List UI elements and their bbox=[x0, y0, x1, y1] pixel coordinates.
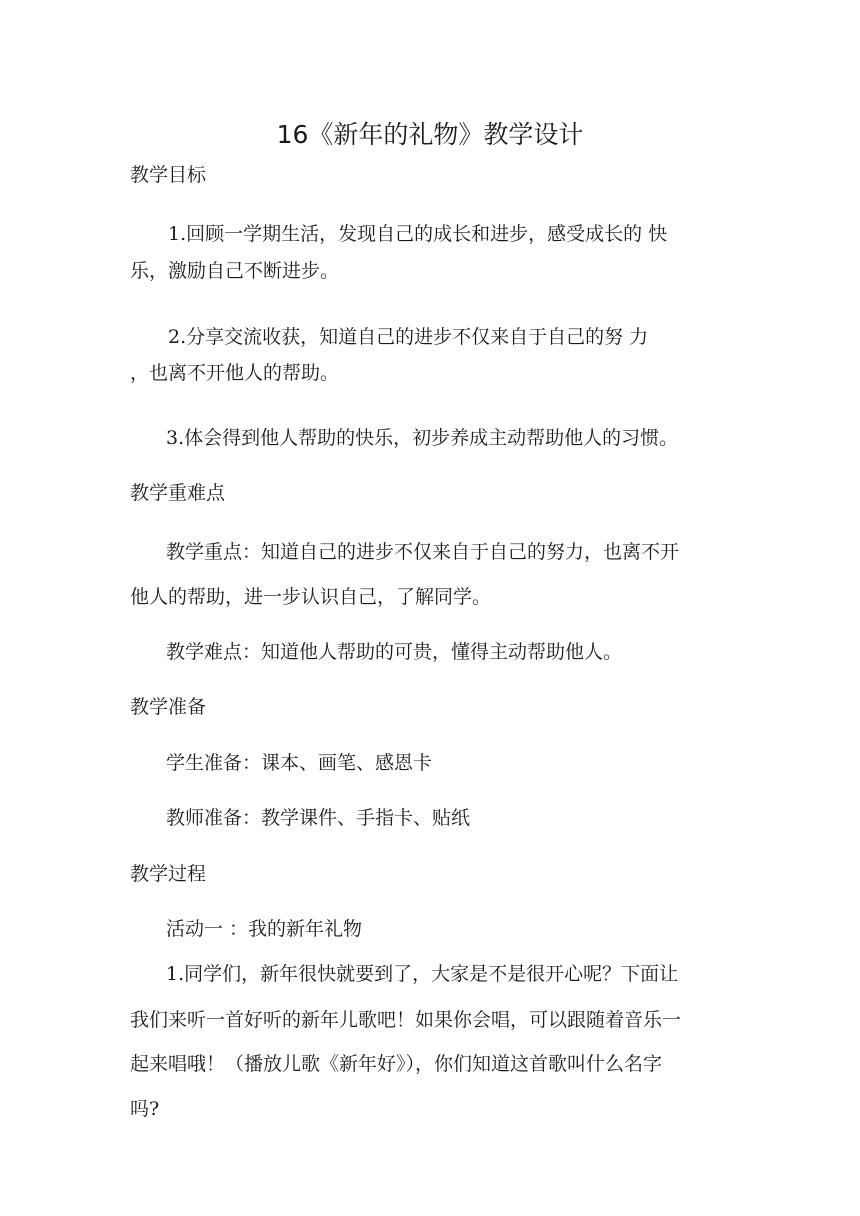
preparation-line: 学生准备：课本、画笔、感恩卡 bbox=[166, 752, 433, 774]
key-point-line: 他人的帮助，进一步认识自己，了解同学。 bbox=[130, 586, 492, 608]
objective-line: 乐，激励自己不断进步。 bbox=[130, 260, 340, 282]
section-heading-preparation: 教学准备 bbox=[130, 696, 207, 718]
objective-line: ，也离不开他人的帮助。 bbox=[130, 362, 340, 384]
activity-title: 活动一 ：我的新年礼物 bbox=[166, 918, 363, 940]
document-title: 16《新年的礼物》教学设计 bbox=[276, 120, 584, 149]
section-heading-process: 教学过程 bbox=[130, 863, 207, 885]
objective-line: 1.回顾一学期生活，发现自己的成长和进步，感受成长的 快 bbox=[168, 223, 668, 245]
objective-line: 3.体会得到他人帮助的快乐，初步养成主动帮助他人的习惯。 bbox=[166, 427, 679, 449]
preparation-line: 教师准备：教学课件、手指卡、贴纸 bbox=[166, 807, 471, 829]
process-line: 我们来听一首好听的新年儿歌吧！如果你会唱，可以跟随着音乐一 bbox=[130, 1009, 682, 1031]
key-point-line: 教学难点：知道他人帮助的可贵，懂得主动帮助他人。 bbox=[166, 641, 623, 663]
process-line: 1.同学们，新年很快就要到了，大家是不是很开心呢？下面让 bbox=[166, 963, 679, 985]
process-line: 吗? bbox=[130, 1098, 160, 1120]
section-heading-objectives: 教学目标 bbox=[130, 164, 207, 186]
objective-line: 2.分享交流收获，知道自己的进步不仅来自于自己的努 力 bbox=[168, 326, 649, 348]
process-line: 起来唱哦！（播放儿歌《新年好》），你们知道这首歌叫什么名字 bbox=[130, 1053, 663, 1075]
section-heading-key-points: 教学重难点 bbox=[130, 482, 226, 504]
key-point-line: 教学重点：知道自己的进步不仅来自于自己的努力，也离不开 bbox=[166, 541, 680, 563]
